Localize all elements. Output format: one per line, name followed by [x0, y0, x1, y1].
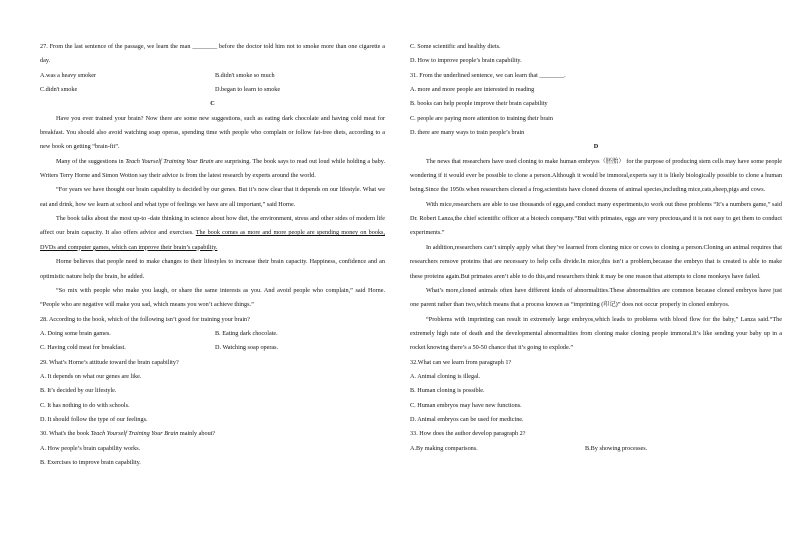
- option-d: D. How to improve people’s brain capability.: [410, 57, 522, 65]
- passage-d-paragraph-2: With mice,researchers are able to use thousands of eggs,and conduct many experiments,to work out these problems “It’s a numbers game,” said Dr. Robert Lanza,the chief scientific officer at a biotech company.“But with primates, eggs are very precious,and it is not easy to get them to conduct experiments.”: [410, 200, 782, 237]
- option-c: C. It has nothing to do with schools.: [40, 401, 130, 409]
- option-a: A. more and more people are interested in reading: [410, 86, 535, 94]
- question-33-stem: 33. How does the author develop paragraph 2?: [410, 430, 526, 438]
- passage-c-paragraph-6: “So mix with people who make you laugh, or share the same interests as you. And avoid people who complain,” said Horne. “People who are negative will make you sad, which means you won’t achieve things.”: [40, 286, 385, 309]
- passage-d-paragraph-4: What’s more,cloned animals often have different kinds of abnormalities.These abnormalities are common because cloned embryos have just one parent rather than two,which means that a process known as “imprinting (印记)” does not occur properly in cloned embryos.: [410, 286, 782, 309]
- book-title: Teach Yourself Training Your Brain: [125, 157, 214, 165]
- option-c: C. Some scientific and healthy diets.: [410, 43, 501, 50]
- option-c: C. people are paying more attention to training their brain: [410, 114, 553, 122]
- option-d: D. Watching soap operas.: [215, 344, 279, 352]
- option-d: D.began to learn to smoke: [215, 86, 281, 94]
- option-c: C. Having cold meat for breakfast.: [40, 344, 126, 352]
- option-a: A.was a heavy smoker: [40, 71, 97, 79]
- question-28-stem: 28. According to the book, which of the following isn’t good for training your brain?: [40, 315, 250, 323]
- underlined-sentence: The book comes as more and more people are spending money on books, DVDs and computer games, which can improve their brain’s capability.: [40, 229, 386, 251]
- option-a: A. How people’s brain capability works.: [40, 444, 141, 452]
- option-c: C.didn't smoke: [40, 86, 78, 94]
- passage-d-paragraph-5: “Problems with imprinting can result in extremely large embryos,which leads to problems with blood flow for the baby,” Lanza said.“The extremely high rate of death and the developmental abnormalities from cloning make cloning people immoral.It’s like sending your baby up in a rocket knowing there’s a 50-50 chance that it’s going to explode.”: [410, 315, 782, 352]
- book-title: Teach Yourself Training Your Brain: [90, 430, 179, 438]
- passage-c-paragraph-1: Have you ever trained your brain? Now there are some new suggestions, such as eating dark chocolate and having cold meat for breakfast. You should also avoid watching soap operas, spending time with people who complain or follow fat-free diets, according to a new book on getting “brain-fit”.: [40, 114, 385, 151]
- option-b: B.didn't smoke so much: [215, 71, 275, 79]
- left-column: [40, 40, 385, 470]
- option-c: C. Human embryos may have new functions.: [410, 401, 522, 409]
- option-a: A. Animal cloning is illegal.: [410, 372, 481, 380]
- option-d: D. It should follow the type of our feelings.: [40, 415, 148, 423]
- question-27-stem: 27. From the last sentence of the passage, we learn the man ________ before the doctor told him not to smoke more than one cigarette a day.: [40, 43, 385, 65]
- question-29-stem: 29. What’s Horne’s attitude toward the brain capability?: [40, 358, 179, 366]
- question-32-stem: 32.What can we learn from paragraph 1?: [410, 358, 512, 366]
- question-28-options-cd: [40, 341, 385, 355]
- option-a: A.By making comparisons.: [410, 444, 478, 452]
- question-27-options-ab: [40, 69, 385, 83]
- option-b: B. Eating dark chocolate.: [215, 329, 278, 337]
- option-a: A. It depends on what our genes are like.: [40, 372, 142, 380]
- passage-c-paragraph-5: Horne believes that people need to make changes to their lifestyles to increase their brain capacity. Happiness, confidence and an optimistic nature help the brain, he added.: [40, 258, 385, 280]
- option-a: A. Doing some brain games.: [40, 329, 111, 337]
- right-column: [410, 40, 782, 456]
- option-b: B. It’s decided by our lifestyle.: [40, 387, 117, 395]
- option-b: B.By showing processes.: [585, 444, 648, 452]
- passage-d-paragraph-3: In addition,researchers can’t simply apply what they’ve learned from cloning mice or cows to cloning a person.Cloning an animal requires that researchers remove proteins that are necessary to help cells divide.In mice,this isn’t a problem,because the embryo that is created is able to make these proteins again.But primates aren’t able to do this,and researchers think it may be one reason that attempts to clone monkeys have failed.: [410, 243, 782, 280]
- question-33-options-ab: [410, 442, 782, 456]
- passage-c-paragraph-2: Many of the suggestions in Teach Yourself Training Your Brain are surprising. The book says to read out loud while holding a baby. Writers Terry Horne and Simon Wotton say their advice is from the latest research by experts around the world.: [40, 157, 385, 180]
- section-heading-c: C: [210, 100, 215, 108]
- option-b: B. Exercises to improve brain capability.: [40, 458, 141, 466]
- option-d: D. there are many ways to train people’s brain: [410, 129, 525, 137]
- option-b: B. Human cloning is possible.: [410, 387, 485, 395]
- passage-c-paragraph-3: “For years we have thought our brain capability is decided by our genes. But it’s now clear that it depends on our lifestyle. What we eat and drink, how we learn at school and what type of feelings we have are all important,” said Horne.: [40, 186, 385, 208]
- question-28-options-ab: [40, 327, 385, 341]
- section-heading-d: D: [593, 143, 599, 151]
- question-27-options-cd: [40, 83, 385, 97]
- question-31-stem: 31. From the underlined sentence, we can learn that ________.: [410, 71, 566, 79]
- option-b: B. books can help people improve their brain capability: [410, 100, 548, 108]
- question-30-stem: 30. What's the book Teach Yourself Training Your Brain mainly about?: [40, 430, 216, 438]
- option-d: D. Animal embryos can be used for medicine.: [410, 415, 524, 423]
- passage-c-paragraph-4: The book talks about the most up-to -date thinking in science about how diet, the environment, stress and other sides of modern life affect our brain capacity. It also offers advice and exercises. The book comes as more and more people are spending money on books, DVDs and computer games, which can improve their brain’s capability.: [40, 215, 386, 251]
- passage-d-paragraph-1: The news that researchers have used cloning to make human embryos（胚胎） for the purpose of producing stem cells may have some people wondering if it would ever be possible to clone a person.Although it would be immoral,experts say it is likely biologically possible to clone a human being.Since the 1950s when researchers cloned a frog,scientists have cloned dozens of animal species,including mice,cats,sheep,pigs and cows.: [410, 157, 782, 194]
